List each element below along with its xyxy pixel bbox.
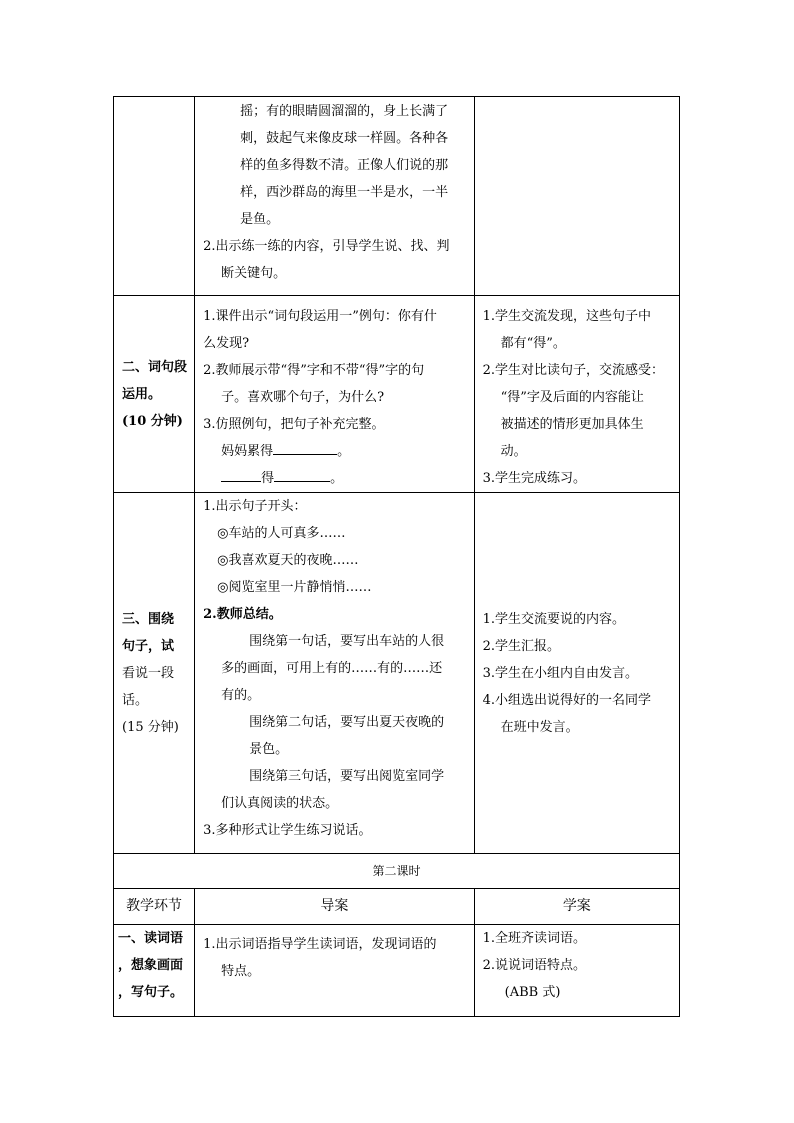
section-title: 二、词句段 [122, 359, 188, 375]
text-line: 1.出示句子开头： [203, 499, 307, 514]
text-line: 们认真阅读的状态。 [221, 796, 339, 811]
text-line: 围绕第一句话，要写出车站的人很 [249, 634, 445, 649]
text-line: 3.多种形式让学生练习说话。 [203, 823, 372, 838]
student-cell [474, 925, 679, 1017]
lesson-period-title: 第二课时 [114, 854, 680, 889]
fill-blank-line [203, 465, 467, 492]
section-title: ，写句子。 [118, 985, 184, 1000]
table-row [114, 296, 680, 493]
section-cell [114, 493, 195, 854]
text-line: 都有“得”。 [500, 336, 566, 351]
text-line: 2.学生对比读句子，交流感受： [482, 363, 665, 378]
section-title: 话。 [122, 692, 149, 708]
text-line: 3.仿照例句，把句子补充完整。 [203, 417, 385, 432]
text-line: 景色。 [249, 742, 289, 757]
guide-cell [195, 296, 474, 493]
text-line: 样，西沙群岛的海里一半是水，一半 [240, 185, 449, 200]
text-line: 多的画面，可用上有的……有的……还 [221, 661, 443, 676]
text-line: 在班中发言。 [500, 719, 579, 735]
text-line: 是鱼。 [240, 212, 280, 227]
text-line: 2.说说词语特点。 [482, 958, 587, 973]
guide-cell [195, 493, 474, 854]
text-line: 围绕第三句话，要写出阅览室同学 [249, 769, 445, 784]
text-line: “得”字及后面的内容能让 [500, 390, 644, 405]
guide-cell [195, 925, 474, 1017]
text-line: 么发现? [203, 336, 250, 351]
blank-underline [274, 466, 330, 482]
text-line: 刺，鼓起气来像皮球一样圆。各种各 [240, 131, 449, 146]
header-cell: 导案 [195, 889, 474, 925]
section-duration: (10 分钟) [122, 413, 183, 429]
section-cell [114, 97, 195, 296]
text-line: 2.学生汇报。 [482, 638, 561, 654]
text-line: 2.出示练一练的内容，引导学生说、找、判 [203, 239, 450, 254]
text-line: 1.课件出示“词句段运用一”例句：你有什 [203, 309, 437, 324]
text-line: 围绕第二句话，要写出夏天夜晚的 [249, 715, 445, 730]
text-line: 1.学生交流发现，这些句子中 [482, 309, 652, 324]
table-row [114, 97, 680, 296]
text-line: ◎我喜欢夏天的夜晚…… [217, 553, 359, 568]
text-line: 2.教师总结。 [203, 607, 282, 622]
text-line: 2.教师展示带“得”字和不带“得”字的句 [203, 363, 425, 378]
text-line: 1.出示词语指导学生读词语，发现词语的 [203, 937, 437, 952]
guide-cell [195, 97, 474, 296]
fill-text: 妈妈累得 [221, 444, 274, 459]
section-cell [114, 925, 195, 1017]
text-line: 样的鱼多得数不清。正像人们说的那 [240, 158, 449, 173]
fill-text: 。 [330, 471, 344, 486]
text-line: 有的。 [221, 688, 261, 703]
section-title: 运用。 [122, 386, 162, 402]
section-title: ，想象画面 [118, 958, 184, 973]
section-cell [114, 296, 195, 493]
text-line: 摇；有的眼睛圆溜溜的，身上长满了 [240, 104, 449, 119]
fill-text: 。 [337, 444, 351, 459]
text-line: 动。 [500, 444, 527, 459]
text-line: 子。喜欢哪个句子，为什么? [221, 390, 385, 405]
text-line: ◎车站的人可真多…… [217, 526, 346, 541]
text-line: (ABB 式) [504, 985, 561, 1000]
blank-underline [221, 466, 261, 482]
table-row [114, 493, 680, 854]
table-row [114, 854, 680, 889]
text-line: 3.学生在小组内自由发言。 [482, 665, 639, 681]
lesson-plan-table [113, 96, 680, 1017]
student-cell [474, 493, 679, 854]
text-line: 被描述的情形更加具体生 [500, 417, 644, 432]
student-cell [474, 296, 679, 493]
fill-blank-line [203, 438, 467, 465]
header-cell: 学案 [474, 889, 679, 925]
section-title: 看说一段 [122, 665, 175, 681]
text-line: 1.全班齐读词语。 [482, 931, 587, 946]
fill-text: 得 [261, 471, 275, 486]
table-header-row [114, 889, 680, 925]
text-line: 3.学生完成练习。 [482, 471, 587, 486]
table-row [114, 925, 680, 1017]
text-line: ◎阅览室里一片静悄悄…… [217, 580, 372, 595]
student-cell [474, 97, 679, 296]
header-cell: 教学环节 [114, 889, 195, 925]
blank-underline [273, 439, 337, 455]
section-title: 一、读词语 [118, 931, 184, 946]
section-title: 三、围绕 [122, 611, 175, 627]
text-line: 断关键句。 [221, 266, 287, 281]
text-line: 特点。 [221, 964, 261, 979]
text-line: 1.学生交流要说的内容。 [482, 611, 626, 627]
section-duration: (15 分钟) [122, 719, 179, 735]
text-line: 4.小组选出说得好的一名同学 [482, 692, 652, 708]
section-title: 句子，试 [122, 638, 175, 654]
